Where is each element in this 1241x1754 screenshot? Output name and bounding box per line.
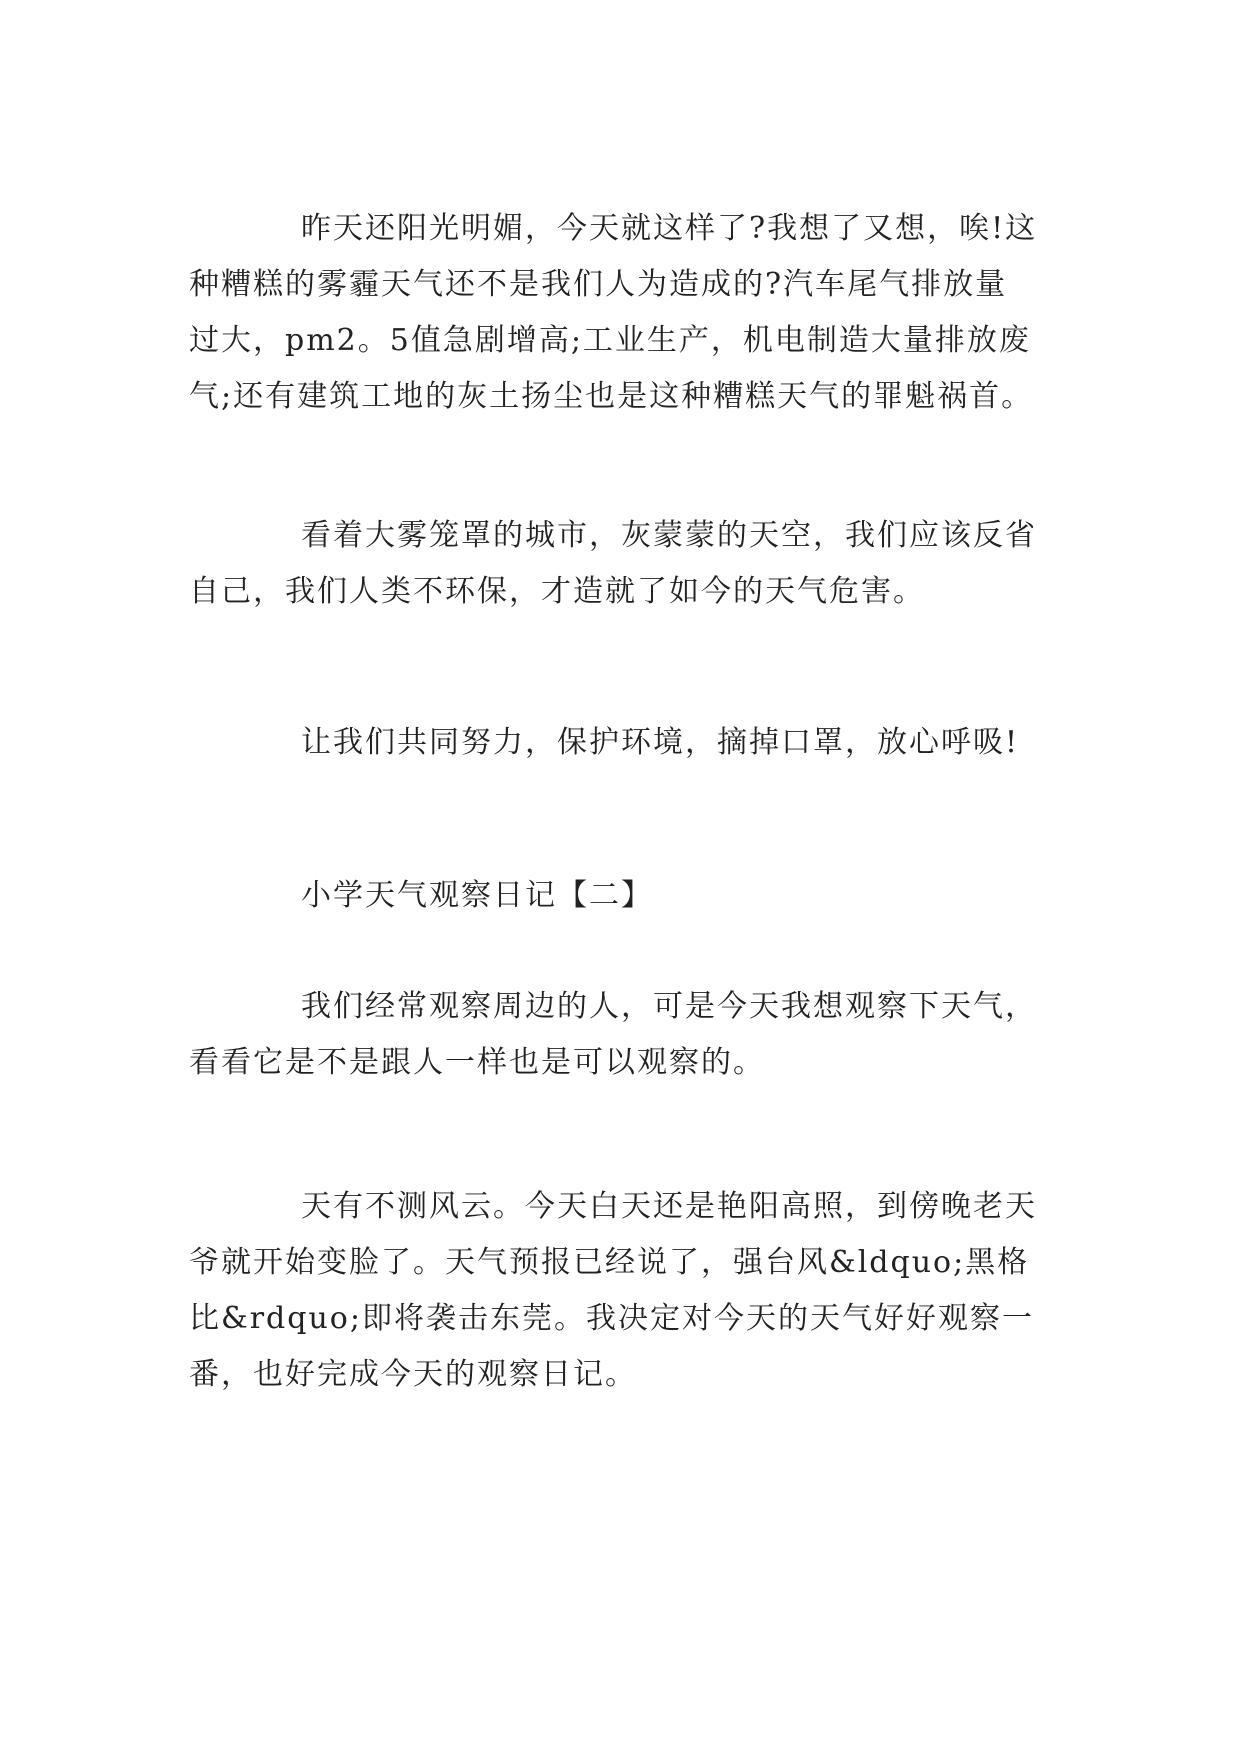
text-line: 天有不测风云。今天白天还是艳阳高照，到傍晚老天 — [301, 1189, 1037, 1224]
text-line: 自己，我们人类不环保，才造就了如今的天气危害。 — [189, 574, 925, 609]
text-line: 我们经常观察周边的人，可是今天我想观察下天气， — [301, 989, 1037, 1024]
text-line: 让我们共同努力，保护环境，摘掉口罩，放心呼吸! — [301, 725, 1020, 760]
paragraph-smog-causes — [189, 205, 1069, 421]
text-line: 昨天还阳光明媚，今天就这样了?我想了又想，唉!这 — [301, 211, 1038, 246]
paragraph-typhoon — [189, 1183, 1069, 1399]
text-line: 气;还有建筑工地的灰土扬尘也是这种糟糕天气的罪魁祸首。 — [189, 379, 1034, 414]
text-line: 看看它是不是跟人一样也是可以观察的。 — [189, 1045, 765, 1080]
text-line: 过大，pm2。5值急剧增高;工业生产，机电制造大量排放废 — [189, 323, 1031, 358]
text-line: 番，也好完成今天的观察日记。 — [189, 1357, 637, 1392]
paragraph-reflection — [189, 512, 1069, 616]
text-line: 比&rdquo;即将袭击东莞。我决定对今天的天气好好观察一 — [189, 1301, 1034, 1336]
section-heading — [189, 872, 1069, 920]
text-line: 爷就开始变脸了。天气预报已经说了，强台风&ldquo;黑格 — [189, 1245, 1030, 1280]
heading-text: 小学天气观察日记【二】 — [301, 878, 653, 913]
paragraph-call-to-action — [189, 719, 1069, 767]
text-line: 种糟糕的雾霾天气还不是我们人为造成的?汽车尾气排放量 — [189, 267, 1008, 302]
text-line: 看着大雾笼罩的城市，灰蒙蒙的天空，我们应该反省 — [301, 518, 1037, 553]
paragraph-observe-weather — [189, 983, 1069, 1087]
